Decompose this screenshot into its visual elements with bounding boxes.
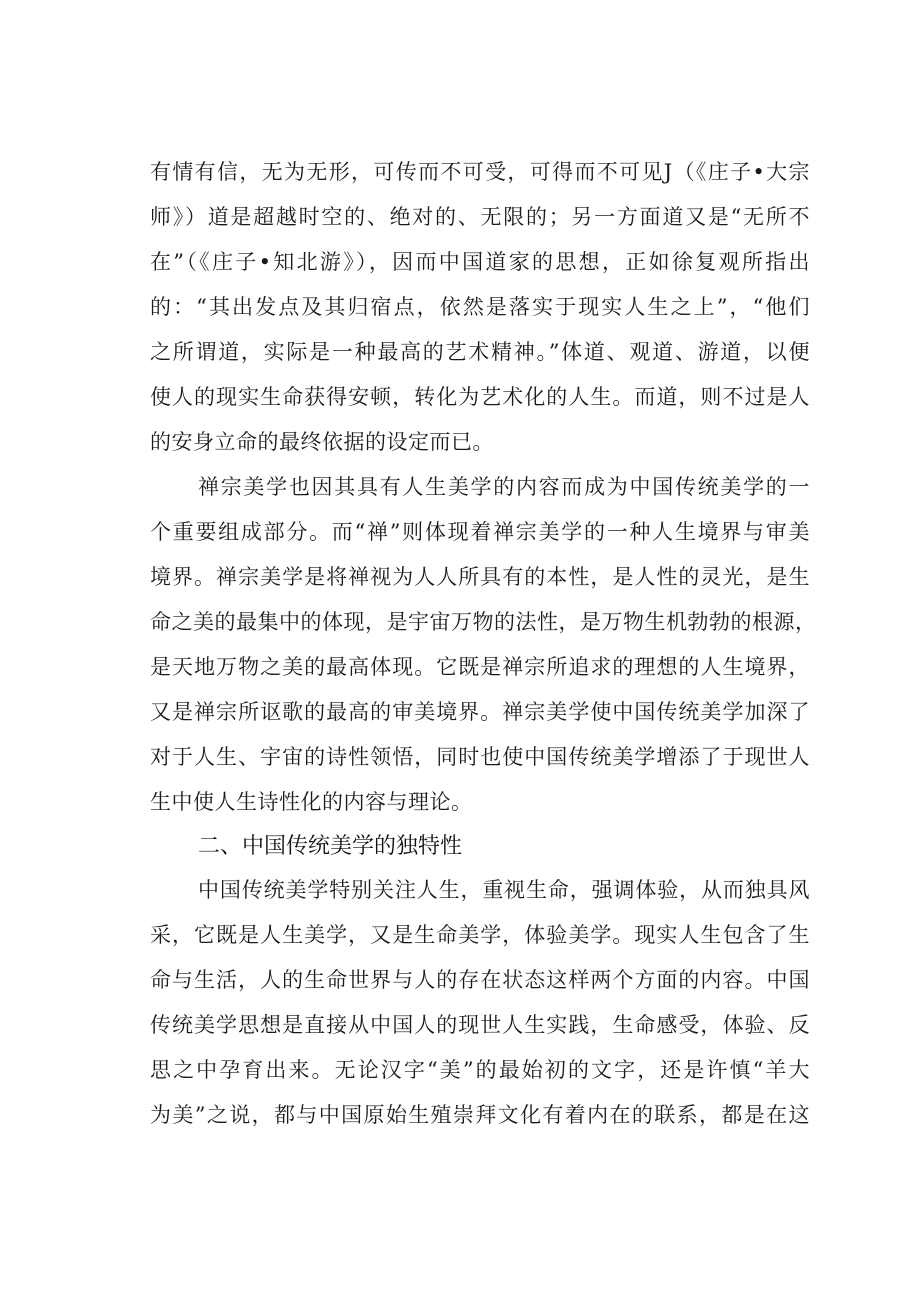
paragraph-line: 有情有信，无为无形，可传而不可受，可得而不可见J（《庄子•大宗 — [150, 160, 810, 184]
paragraph-line: 中国传统美学特别关注人生，重视生命，强调体验，从而独具风 — [198, 878, 810, 902]
paragraph-line: 传统美学思想是直接从中国人的现世人生实践，生命感受，体验、反 — [150, 1013, 810, 1037]
paragraph-line: 之所谓道，实际是一种最高的艺术精神。”体道、观道、游道，以便 — [150, 340, 810, 364]
paragraph-line: 师》）道是超越时空的、绝对的、无限的；另一方面道又是“无所不 — [150, 205, 810, 229]
paragraph-line: 在”（《庄子•知北游》），因而中国道家的思想，正如徐复观所指出 — [150, 250, 810, 274]
paragraph-line: 为美”之说，都与中国原始生殖崇拜文化有着内在的联系，都是在这 — [150, 1103, 810, 1127]
paragraph-line: 个重要组成部分。而“禅”则体现着禅宗美学的一种人生境界与审美 — [150, 520, 810, 544]
paragraph-line: 禅宗美学也因其具有人生美学的内容而成为中国传统美学的一 — [198, 475, 810, 499]
paragraph-line: 境界。禅宗美学是将禅视为人人所具有的本性，是人性的灵光，是生 — [150, 565, 810, 589]
paragraph-line: 命之美的最集中的体现，是宇宙万物的法性，是万物生机勃勃的根源， — [150, 610, 817, 634]
section-heading: 二、中国传统美学的独特性 — [198, 834, 463, 859]
paragraph-line: 对于人生、宇宙的诗性领悟，同时也使中国传统美学增添了于现世人 — [150, 745, 810, 769]
paragraph-line: 生中使人生诗性化的内容与理论。 — [150, 790, 473, 814]
paragraph-line: 又是禅宗所讴歌的最高的审美境界。禅宗美学使中国传统美学加深了 — [150, 700, 810, 724]
paragraph-line: 使人的现实生命获得安顿，转化为艺术化的人生。而道，则不过是人 — [150, 385, 810, 409]
paragraph-line: 采，它既是人生美学，又是生命美学，体验美学。现实人生包含了生 — [150, 923, 810, 947]
paragraph-line: 命与生活，人的生命世界与人的存在状态这样两个方面的内容。中国 — [150, 968, 810, 992]
paragraph-line: 思之中孕育出来。无论汉字“美”的最始初的文字，还是许慎“羊大 — [150, 1058, 810, 1082]
paragraph-line: 是天地万物之美的最高体现。它既是禅宗所追求的理想的人生境界， — [150, 655, 810, 679]
paragraph-line: 的安身立命的最终依据的设定而已。 — [150, 430, 494, 454]
paragraph-line: 的：“其出发点及其归宿点，依然是落实于现实人生之上”，“他们 — [150, 295, 810, 319]
